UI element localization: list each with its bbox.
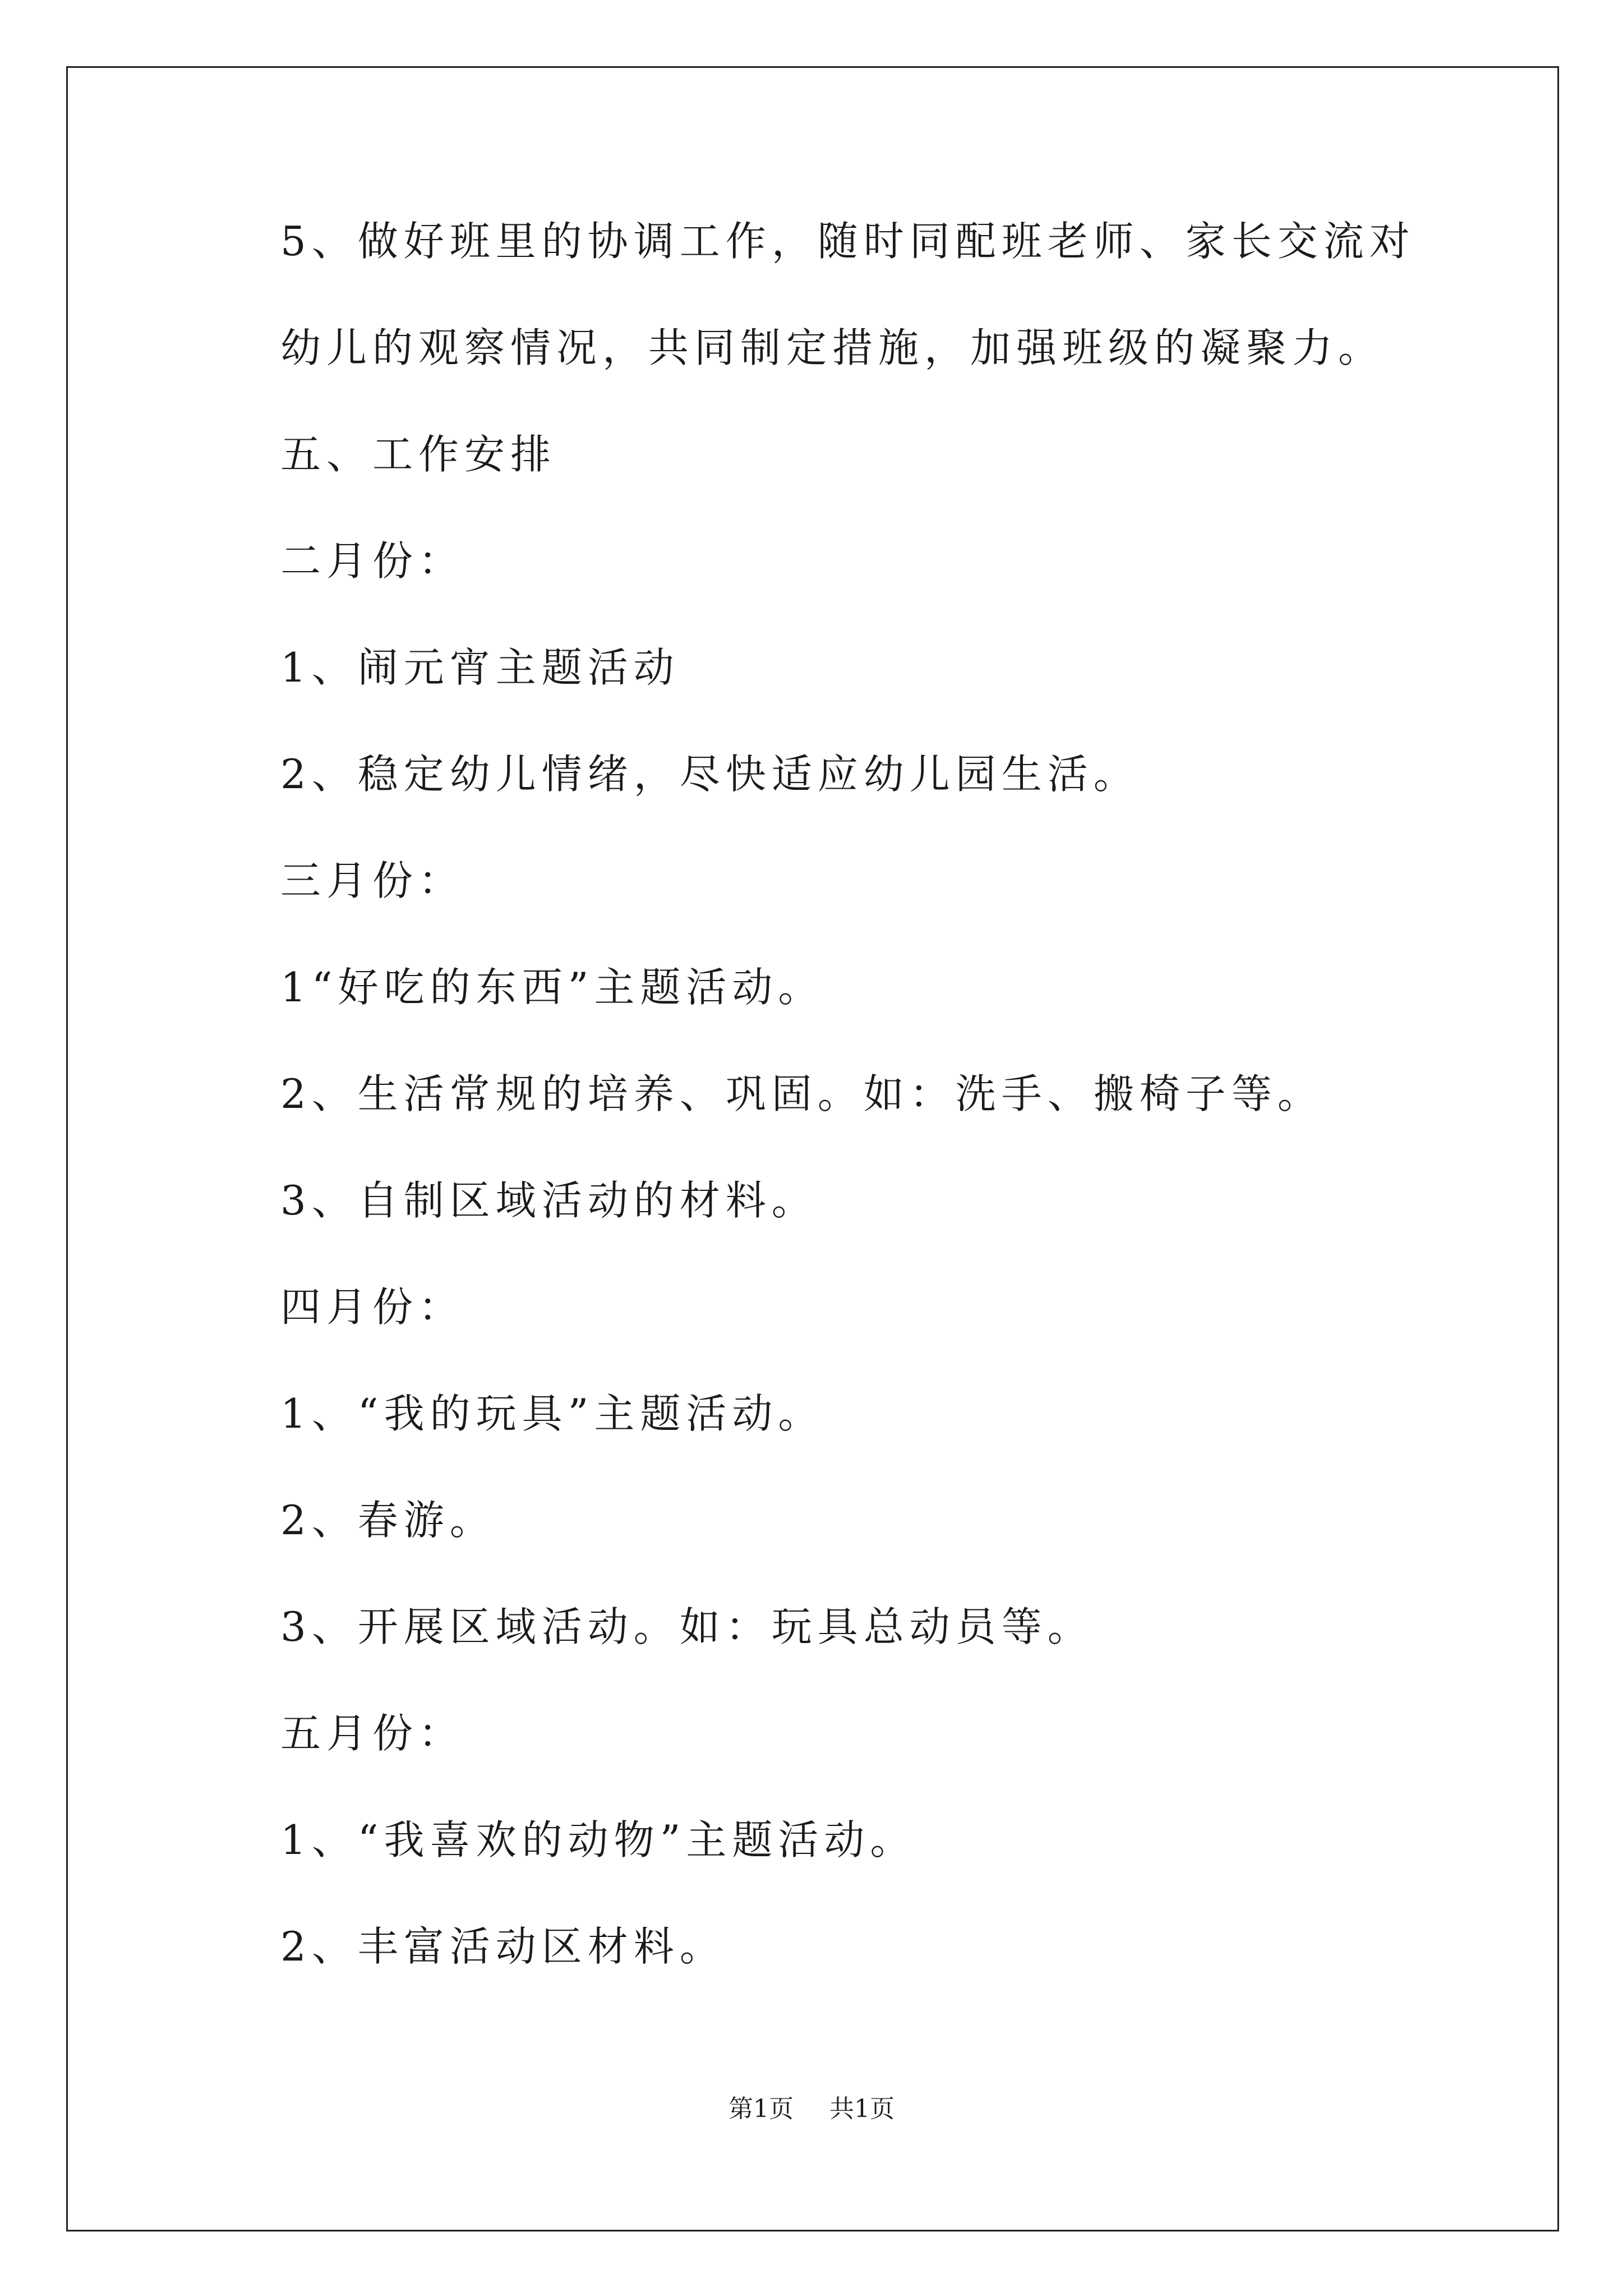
month-heading: 三月份： — [280, 857, 465, 904]
list-item: 1、“我的玩具”主题活动。 — [280, 1390, 824, 1437]
list-item: 2、稳定幼儿情绪，尽快适应幼儿园生活。 — [280, 751, 1140, 798]
page-footer — [0, 2092, 1623, 2126]
page-number-total: 共1页 — [829, 2095, 895, 2123]
section-heading: 五、工作安排 — [280, 431, 557, 478]
page-frame — [66, 66, 1559, 2231]
page-number-current: 第1页 — [728, 2095, 794, 2123]
month-heading: 五月份： — [280, 1710, 465, 1757]
list-item: 1、闹元宵主题活动 — [280, 644, 680, 691]
list-item: 3、自制区域活动的材料。 — [280, 1177, 818, 1224]
text-line: 幼儿的观察情况，共同制定措施，加强班级的凝聚力。 — [280, 324, 1385, 371]
list-item: 2、春游。 — [280, 1497, 496, 1544]
list-item: 2、生活常规的培养、巩固。如：洗手、搬椅子等。 — [280, 1070, 1324, 1117]
list-item: 3、开展区域活动。如：玩具总动员等。 — [280, 1603, 1094, 1650]
month-heading: 四月份： — [280, 1283, 465, 1331]
list-item: 1“好吃的东西”主题活动。 — [280, 964, 824, 1011]
list-item: 1、“我喜欢的动物”主题活动。 — [280, 1816, 916, 1864]
list-item: 2、丰富活动区材料。 — [280, 1923, 726, 1970]
text-line: 5、做好班里的协调工作，随时同配班老师、家长交流对 — [280, 218, 1415, 265]
month-heading: 二月份： — [280, 537, 465, 585]
